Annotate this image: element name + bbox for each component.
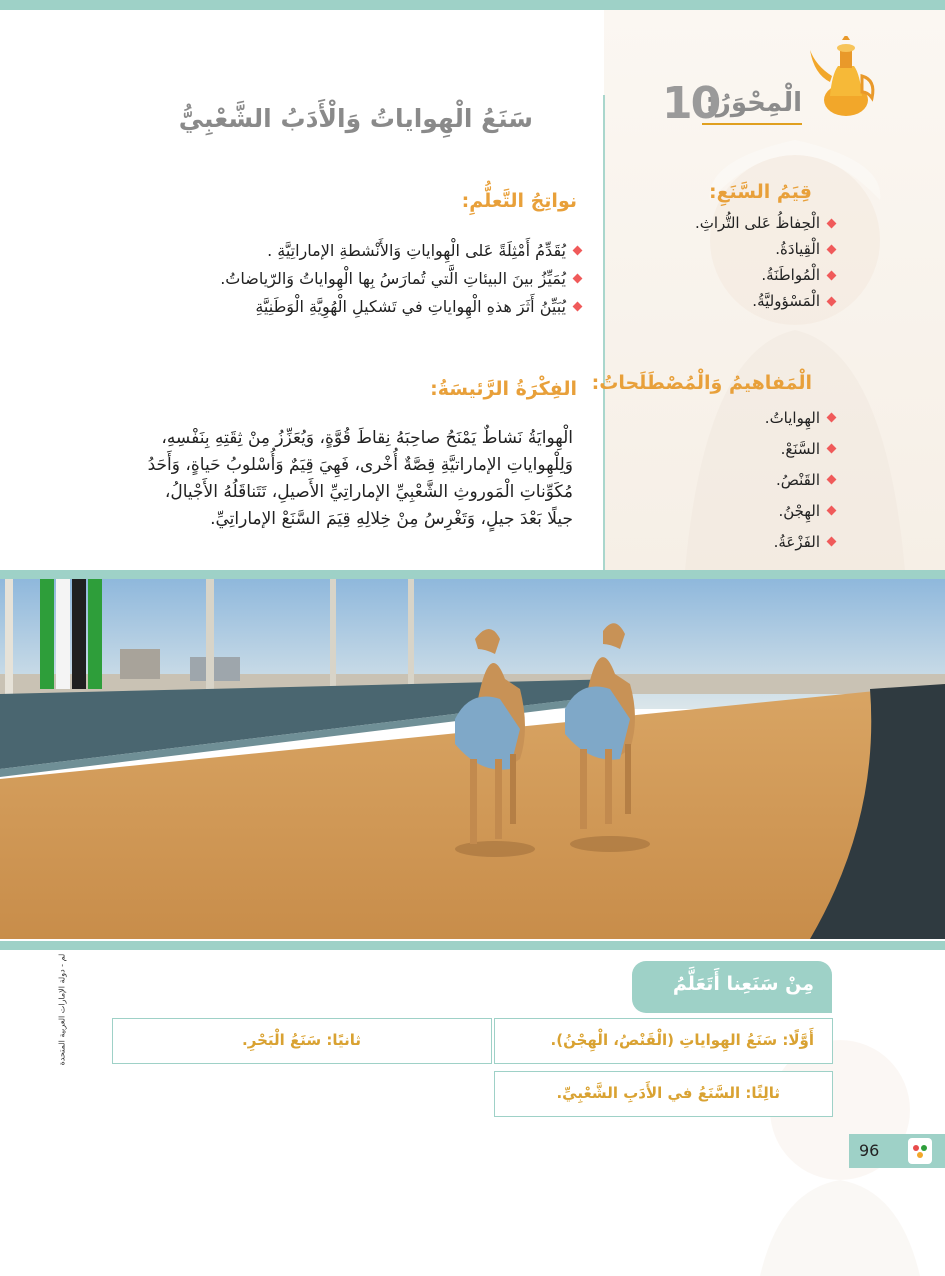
paragraph-line: مُكَوِّناتِ الْمَوروثِ الشَّعْبِيِّ الإماراتِيِّ الأَصيلِ، تَتَناقَلُهُ الأَجْيالُ، bbox=[164, 482, 573, 502]
axis-number: 10 bbox=[662, 78, 720, 129]
axis-label: الْمِحْوَرُ: bbox=[705, 88, 802, 118]
list-item: يُمَيِّزُ بينَ البيئاتِ الَّتي تُمارَسُ بِها الْهِواياتُ وَالرّياضاتُ. bbox=[220, 264, 581, 292]
learning-outcomes-heading: نواتِجُ التَّعلُّمِ: bbox=[461, 190, 577, 212]
paragraph-line: الْهِوايَةُ نَشاطٌ يَمْنَحُ صاحِبَهُ نِقاطَ قُوَّةٍ، وَيُعَزِّزُ مِنْ ثِقَتِهِ بِنَفْسِهِ، bbox=[161, 428, 573, 448]
list-item: يُقَدِّمُ أَمْثِلَةً عَلى الْهِواياتِ وَالأَنْشطةِ الإماراتِيَّةِ . bbox=[220, 236, 581, 264]
main-idea-heading: الفِكْرَةُ الرَّئيسَةُ: bbox=[430, 378, 577, 400]
diamond-bullet-icon bbox=[827, 506, 837, 516]
sanaa-topic-second: ثانيًا: سَنَعُ الْبَحْرِ. bbox=[112, 1018, 492, 1064]
list-item: الهِواياتُ. bbox=[765, 402, 835, 433]
sidebar-vertical-text: لم - دولة الإمارات العربية المتحدة bbox=[57, 953, 67, 1066]
diamond-bullet-icon bbox=[827, 270, 837, 280]
axis-badge bbox=[662, 78, 807, 128]
sanaa-topic-first: أَوَّلًا: سَنَعُ الهِواياتِ (الْقَنْصُ، الْهِجْنُ). bbox=[494, 1018, 833, 1064]
learn-from-sanaa-tab: مِنْ سَنَعِنا أَتَعَلَّمُ bbox=[632, 961, 832, 1013]
learning-outcomes-list bbox=[220, 236, 581, 320]
list-item: الْقِيادَةُ. bbox=[695, 236, 835, 262]
camel-race-photo bbox=[0, 579, 945, 941]
dallah-coffee-pot-icon bbox=[808, 36, 880, 120]
diamond-bullet-icon bbox=[827, 475, 837, 485]
sanaa-values-list bbox=[695, 210, 835, 314]
page-number-badge bbox=[849, 1134, 945, 1168]
list-item: الْحِفاظُ عَلى التُّراثِ. bbox=[695, 210, 835, 236]
page-number: 96 bbox=[859, 1141, 880, 1160]
diamond-bullet-icon bbox=[573, 301, 583, 311]
diamond-bullet-icon bbox=[827, 218, 837, 228]
concepts-heading: الْمَفاهيمُ وَالْمُصْطَلَحاتُ: bbox=[591, 372, 812, 394]
list-item: الْمُواطَنَةُ. bbox=[695, 262, 835, 288]
ministry-logo-icon bbox=[907, 1137, 933, 1165]
main-idea-paragraph bbox=[13, 425, 573, 533]
sanaa-values-heading: قِيَمُ السَّنَعِ: bbox=[708, 181, 812, 203]
diamond-bullet-icon bbox=[827, 537, 837, 547]
list-item: القَنْصُ. bbox=[765, 464, 835, 495]
concepts-list bbox=[765, 402, 835, 557]
paragraph-line: وَلِلْهِواياتِ الإماراتيَّةِ قِصَّةٌ أُخْرى، فَهِيَ قِيَمٌ وَأُسْلوبُ حَياةٍ، وَأَحَدُ bbox=[147, 455, 573, 475]
top-border bbox=[0, 0, 945, 10]
list-item: الفَزْعَةُ. bbox=[765, 526, 835, 557]
sanaa-topic-third: ثالِثًا: السَّنَعُ في الأَدَبِ الشَّعْبِيِّ. bbox=[494, 1071, 833, 1117]
diamond-bullet-icon bbox=[827, 244, 837, 254]
list-item: السَّنَعْ. bbox=[765, 433, 835, 464]
lesson-title: سَنَعُ الْهِواياتُ وَالْأَدَبُ الشَّعْبِيُّ bbox=[178, 104, 533, 133]
list-item: الهِجْنُ. bbox=[765, 495, 835, 526]
column-divider bbox=[603, 95, 605, 570]
list-item: يُبَيِّنُ أَثَرَ هذهِ الْهِواياتِ في تَشكيلِ الْهُوِيَّةِ الْوَطَنِيَّةِ bbox=[220, 292, 581, 320]
diamond-bullet-icon bbox=[827, 296, 837, 306]
photo-top-border bbox=[0, 570, 945, 579]
diamond-bullet-icon bbox=[573, 245, 583, 255]
paragraph-line: جيلًا بَعْدَ جيلٍ، وَتَغْرِسُ مِنْ خِلالِهِ قِيَمَ السَّنَعْ الإماراتِيِّ. bbox=[210, 509, 573, 529]
photo-bottom-border bbox=[0, 941, 945, 950]
diamond-bullet-icon bbox=[827, 413, 837, 423]
diamond-bullet-icon bbox=[573, 273, 583, 283]
list-item: الْمَسْؤوليَّةُ. bbox=[695, 288, 835, 314]
diamond-bullet-icon bbox=[827, 444, 837, 454]
